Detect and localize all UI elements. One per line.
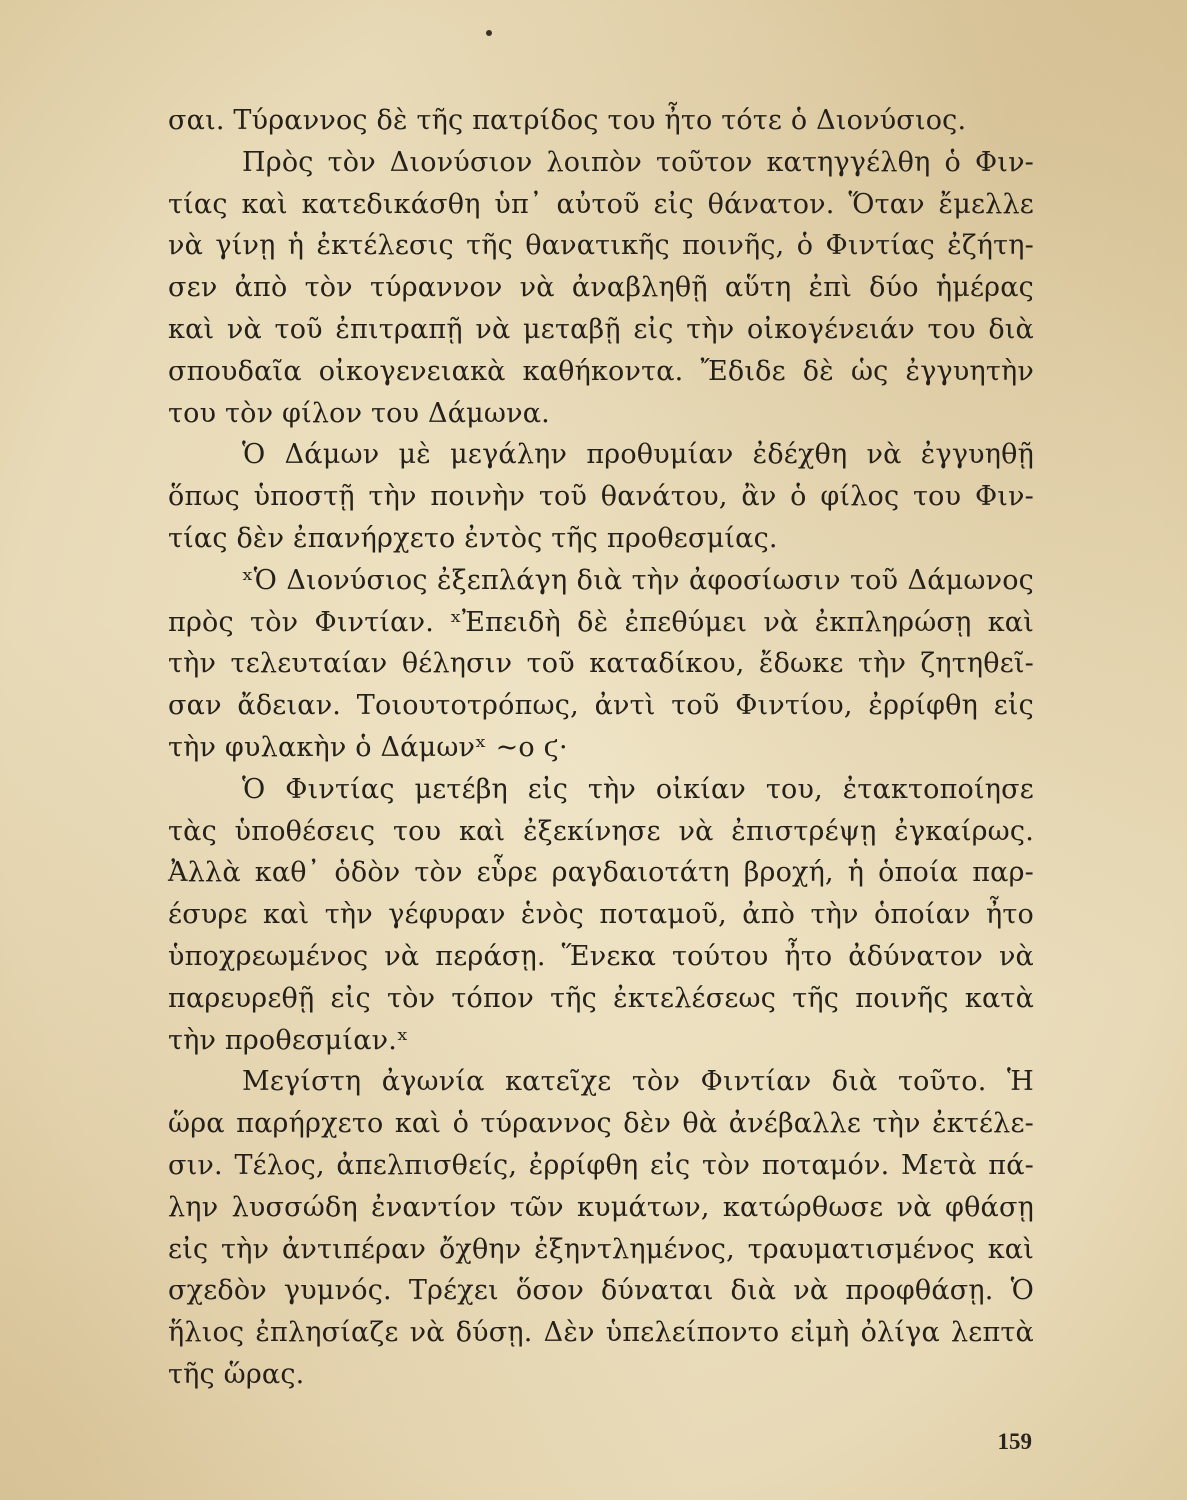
ink-dot-mark: [486, 30, 492, 36]
text-line: τίας καὶ κατεδικάσθη ὑπ᾽ αὐτοῦ εἰς θάνατον. Ὅταν ἔμελλε: [168, 188, 1034, 220]
text-line: τὴν τελευταίαν θέλησιν τοῦ καταδίκου, ἔδωκε τὴν ζητηθεῖ-: [168, 648, 1034, 680]
text-line: ὅπως ὑποστῇ τὴν ποινὴν τοῦ θανάτου, ἂν ὁ φίλος του Φιν-: [168, 481, 1034, 513]
text-line: ὑποχρεωμένος νὰ περάσῃ. Ἕνεκα τούτου ἦτο ἀδύνατον νὰ: [168, 940, 1034, 972]
text-line: Μεγίστη ἀγωνία κατεῖχε τὸν Φιντίαν διὰ τοῦτο. Ἡ: [242, 1066, 1034, 1098]
text-line: καὶ νὰ τοῦ ἐπιτραπῇ νὰ μεταβῇ εἰς τὴν οἰκογένειάν του διὰ: [168, 313, 1034, 345]
text-line: ἥλιος ἐπλησίαζε νὰ δύσῃ. Δὲν ὑπελείποντο εἰμὴ ὀλίγα λεπτὰ: [168, 1317, 1034, 1349]
text-line: παρευρεθῇ εἰς τὸν τόπον τῆς ἐκτελέσεως τῆς ποινῆς κατὰ: [168, 982, 1034, 1014]
text-line: σχεδὸν γυμνός. Τρέχει ὅσον δύναται διὰ νὰ προφθάσῃ. Ὁ: [168, 1275, 1034, 1307]
text-line: Πρὸς τὸν Διονύσιον λοιπὸν τοῦτον κατηγγέλθη ὁ Φιν-: [242, 146, 1034, 178]
text-line: τίας δὲν ἐπανήρχετο ἐντὸς τῆς προθεσμίας.: [168, 522, 778, 554]
text-line: τῆς ὥρας.: [168, 1358, 305, 1390]
text-line: ˣὉ Διονύσιος ἐξεπλάγη διὰ τὴν ἀφοσίωσιν τοῦ Δάμωνος: [242, 564, 1034, 596]
text-line: Ὁ Φιντίας μετέβη εἰς τὴν οἰκίαν του, ἐτακτοποίησε: [242, 773, 1034, 805]
text-line: έσυρε καὶ τὴν γέφυραν ἑνὸς ποταμοῦ, ἀπὸ τὴν ὁποίαν ἦτο: [168, 899, 1034, 931]
text-line: του τὸν φίλον του Δάμωνα.: [168, 397, 550, 429]
body-text: [168, 100, 1034, 1396]
text-line: Ἀλλὰ καθ᾽ ὁδὸν τὸν εὗρε ραγδαιοτάτη βροχή, ἡ ὁποία παρ-: [168, 857, 1034, 889]
text-line: τὰς ὑποθέσεις του καὶ ἐξεκίνησε νὰ ἐπιστρέψῃ ἐγκαίρως.: [168, 815, 1034, 847]
text-line: σιν. Τέλος, ἀπελπισθείς, ἐρρίφθη εἰς τὸν ποταμόν. Μετὰ πά-: [168, 1149, 1034, 1181]
text-line: ὥρα παρήρχετο καὶ ὁ τύραννος δὲν θὰ ἀνέβαλλε τὴν ἐκτέλε-: [168, 1108, 1034, 1140]
text-line: σπουδαῖα οἰκογενειακὰ καθήκοντα. Ἔδιδε δὲ ὡς ἐγγυητὴν: [168, 355, 1034, 387]
text-line: λην λυσσώδη ἐναντίον τῶν κυμάτων, κατώρθωσε νὰ φθάσῃ: [168, 1191, 1034, 1223]
text-line: Ὁ Δάμων μὲ μεγάλην προθυμίαν ἐδέχθη νὰ ἐγγυηθῇ: [242, 439, 1034, 471]
text-line: εἰς τὴν ἀντιπέραν ὄχθην ἐξηντλημένος, τραυματισμένος καὶ: [168, 1233, 1034, 1265]
text-line: σεν ἀπὸ τὸν τύραννον νὰ ἀναβληθῇ αὕτη ἐπὶ δύο ἡμέρας: [168, 272, 1034, 304]
text-line: σαι. Τύραννος δὲ τῆς πατρίδος του ἦτο τότε ὁ Διονύσιος.: [168, 105, 967, 136]
text-line: σαν ἄδειαν. Τοιουτοτρόπως, ἀντὶ τοῦ Φιντίου, ἐρρίφθη εἰς: [168, 690, 1034, 722]
text-line: πρὸς τὸν Φιντίαν. ˣἘπειδὴ δὲ ἐπεθύμει νὰ ἐκπληρώσῃ καὶ: [168, 606, 1034, 638]
text-line: τὴν προθεσμίαν.ˣ: [168, 1024, 409, 1056]
page-number: 159: [997, 1429, 1032, 1454]
text-line: τὴν φυλακὴν ὁ Δάμωνˣ ~ο ϛ·: [168, 731, 568, 763]
text-line: νὰ γίνῃ ἡ ἐκτέλεσις τῆς θανατικῆς ποινῆς, ὁ Φιντίας ἐζήτη-: [168, 230, 1034, 262]
